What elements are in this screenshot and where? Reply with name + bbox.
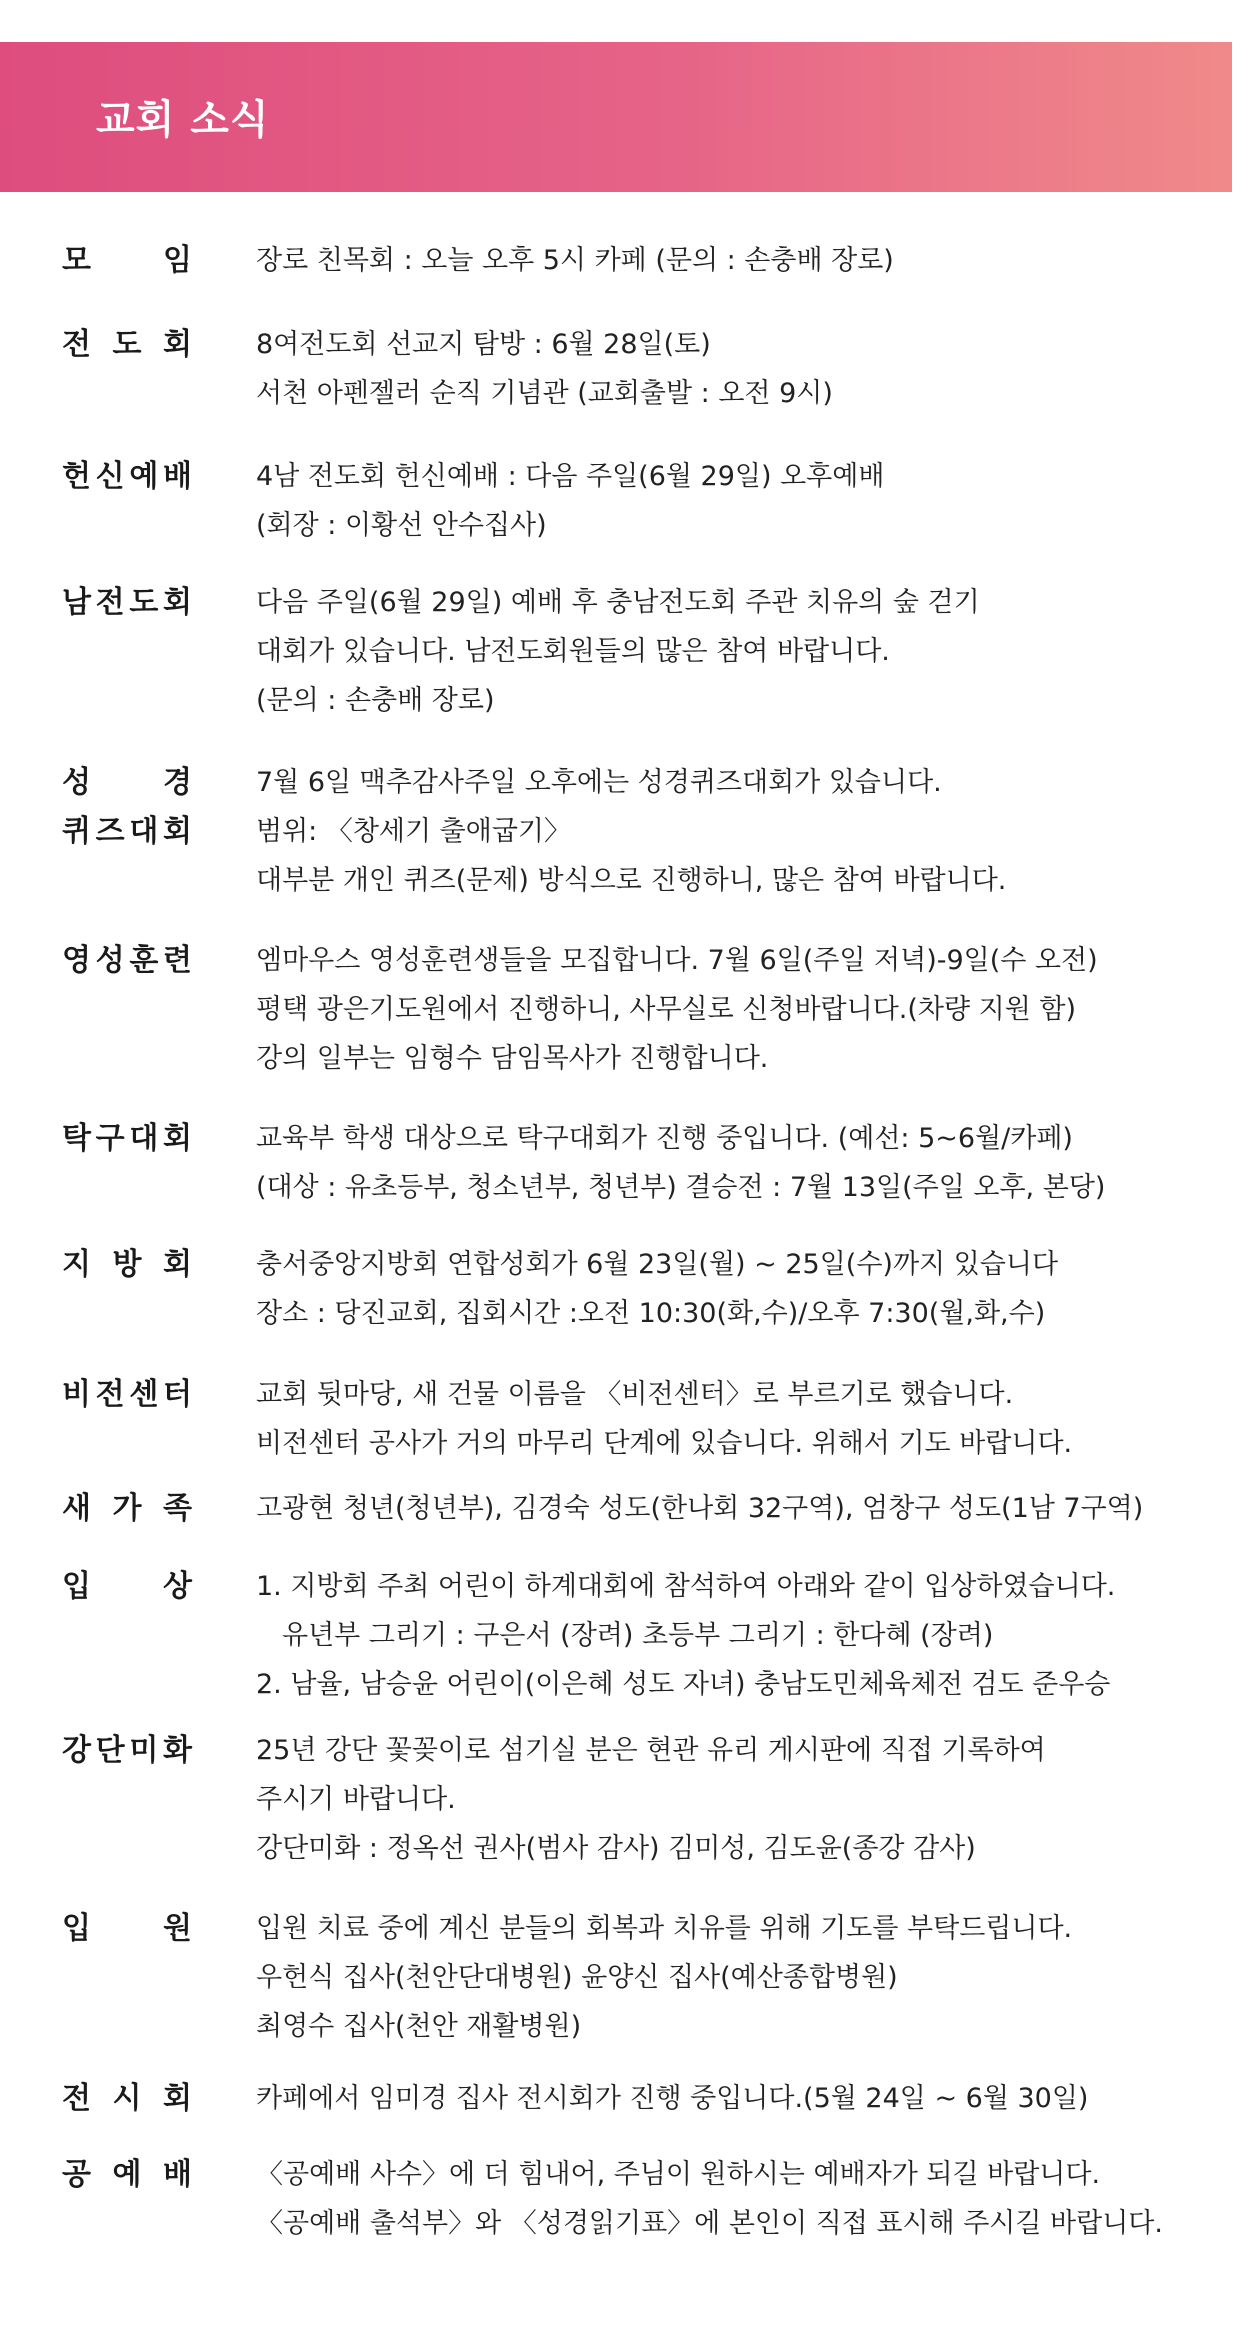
notice-line: 비전센터 공사가 거의 마무리 단계에 있습니다. 위해서 기도 바랍니다. <box>256 1428 1073 1459</box>
notice-line: 2. 남율, 남승윤 어린이(이은혜 성도 자녀) 충남도민체육체전 검도 준우승 <box>256 1669 1111 1700</box>
notice-line: (회장 : 이황선 안수집사) <box>256 510 547 541</box>
notice-body <box>256 320 1236 418</box>
notice-body <box>256 1370 1236 1468</box>
notice-line: 7월 6일 맥추감사주일 오후에는 성경퀴즈대회가 있습니다. <box>256 767 942 798</box>
notice-line: 장로 친목회 : 오늘 오후 5시 카페 (문의 : 손충배 장로) <box>256 245 894 276</box>
notice-line: 엠마우스 영성훈련생들을 모집합니다. 7월 6일(주일 저녁)-9일(수 오전) <box>256 945 1098 976</box>
notice-line: 우헌식 집사(천안단대병원) 윤양신 집사(예산종합병원) <box>256 1962 898 1993</box>
notice-line: 범위: 〈창세기 출애굽기〉 <box>256 816 571 847</box>
notice-label: 입 상 <box>62 1569 192 1604</box>
notice-label: 성 경 퀴 즈 대 회 <box>62 765 192 849</box>
notice-line: 〈공예배 출석부〉와 〈성경읽기표〉에 본인이 직접 표시해 주시길 바랍니다. <box>256 2208 1163 2239</box>
notice-line: 고광현 청년(청년부), 김경숙 성도(한나회 32구역), 엄창구 성도(1남 7구역) <box>256 1493 1144 1524</box>
notice-body <box>256 1562 1236 1709</box>
notice-line: 카페에서 임미경 집사 전시회가 진행 중입니다.(5월 24일 ~ 6월 30일) <box>256 2083 1089 2114</box>
notice-line: 주시기 바랍니다. <box>256 1784 456 1815</box>
notice-line: 대부분 개인 퀴즈(문제) 방식으로 진행하니, 많은 참여 바랍니다. <box>256 865 1007 896</box>
notice-line: 충서중앙지방회 연합성회가 6월 23일(월) ~ 25일(수)까지 있습니다 <box>256 1249 1059 1280</box>
notice-line: 25년 강단 꽃꽂이로 섬기실 분은 현관 유리 게시판에 직접 기록하여 <box>256 1735 1046 1766</box>
notice-line: (문의 : 손충배 장로) <box>256 685 495 716</box>
notice-line: 서천 아펜젤러 순직 기념관 (교회출발 : 오전 9시) <box>256 378 833 409</box>
notice-line: 1. 지방회 주최 어린이 하계대회에 참석하여 아래와 같이 입상하였습니다. <box>256 1571 1116 1602</box>
notice-line: 8여전도회 선교지 탐방 : 6월 28일(토) <box>256 329 711 360</box>
notice-label: 새 가 족 <box>62 1491 192 1526</box>
notice-label: 강 단 미 화 <box>62 1733 192 1768</box>
notice-body <box>256 1726 1236 1873</box>
notice-line: 교육부 학생 대상으로 탁구대회가 진행 중입니다. (예선: 5~6월/카페) <box>256 1123 1073 1154</box>
notice-label: 전 도 회 <box>62 327 192 362</box>
notice-body <box>256 758 1236 905</box>
notice-line: 다음 주일(6월 29일) 예배 후 충남전도회 주관 치유의 숲 걷기 <box>256 587 980 618</box>
notice-body <box>256 236 1236 285</box>
notice-label: 영 성 훈 련 <box>62 943 192 978</box>
notice-line: 유년부 그리기 : 구은서 (장려) 초등부 그리기 : 한다혜 (장려) <box>282 1620 994 1651</box>
notice-body <box>256 2150 1236 2248</box>
notice-line: 대회가 있습니다. 남전도회원들의 많은 참여 바랍니다. <box>256 636 890 667</box>
notice-line: 〈공예배 사수〉에 더 힘내어, 주님이 원하시는 예배자가 되길 바랍니다. <box>256 2159 1101 2190</box>
notice-body <box>256 578 1236 725</box>
notice-line: 교회 뒷마당, 새 건물 이름을 〈비전센터〉로 부르기로 했습니다. <box>256 1379 1014 1410</box>
notice-line: 입원 치료 중에 계신 분들의 회복과 치유를 위해 기도를 부탁드립니다. <box>256 1913 1073 1944</box>
notice-body <box>256 1240 1236 1338</box>
notice-body <box>256 2074 1236 2123</box>
notice-body <box>256 1484 1236 1533</box>
notice-line: 평택 광은기도원에서 진행하니, 사무실로 신청바랍니다.(차량 지원 함) <box>256 994 1077 1025</box>
notice-label: 입 원 <box>62 1911 192 1946</box>
notice-line: 최영수 집사(천안 재활병원) <box>256 2011 582 2042</box>
notice-label: 지 방 회 <box>62 1247 192 1282</box>
notice-label: 남 전 도 회 <box>62 585 192 620</box>
notice-line: 강단미화 : 정옥선 권사(범사 감사) 김미성, 김도윤(종강 감사) <box>256 1833 976 1864</box>
page-title: 교회 소식 <box>96 97 270 143</box>
notice-line: (대상 : 유초등부, 청소년부, 청년부) 결승전 : 7월 13일(주일 오후, 본당) <box>256 1172 1106 1203</box>
notice-line: 장소 : 당진교회, 집회시간 :오전 10:30(화,수)/오후 7:30(월,화,수) <box>256 1298 1046 1329</box>
notice-body <box>256 452 1236 550</box>
notice-label: 모 임 <box>62 243 192 278</box>
notice-label: 탁 구 대 회 <box>62 1121 192 1156</box>
notice-label: 헌 신 예 배 <box>62 459 192 494</box>
notice-body <box>256 1904 1236 2051</box>
notice-label: 전 시 회 <box>62 2081 192 2116</box>
notice-body <box>256 1114 1236 1212</box>
notice-label: 비 전 센 터 <box>62 1377 192 1412</box>
notice-body <box>256 936 1236 1083</box>
notice-line: 강의 일부는 임형수 담임목사가 진행합니다. <box>256 1043 769 1074</box>
notice-label: 공 예 배 <box>62 2157 192 2192</box>
notice-line: 4남 전도회 헌신예배 : 다음 주일(6월 29일) 오후예배 <box>256 461 885 492</box>
